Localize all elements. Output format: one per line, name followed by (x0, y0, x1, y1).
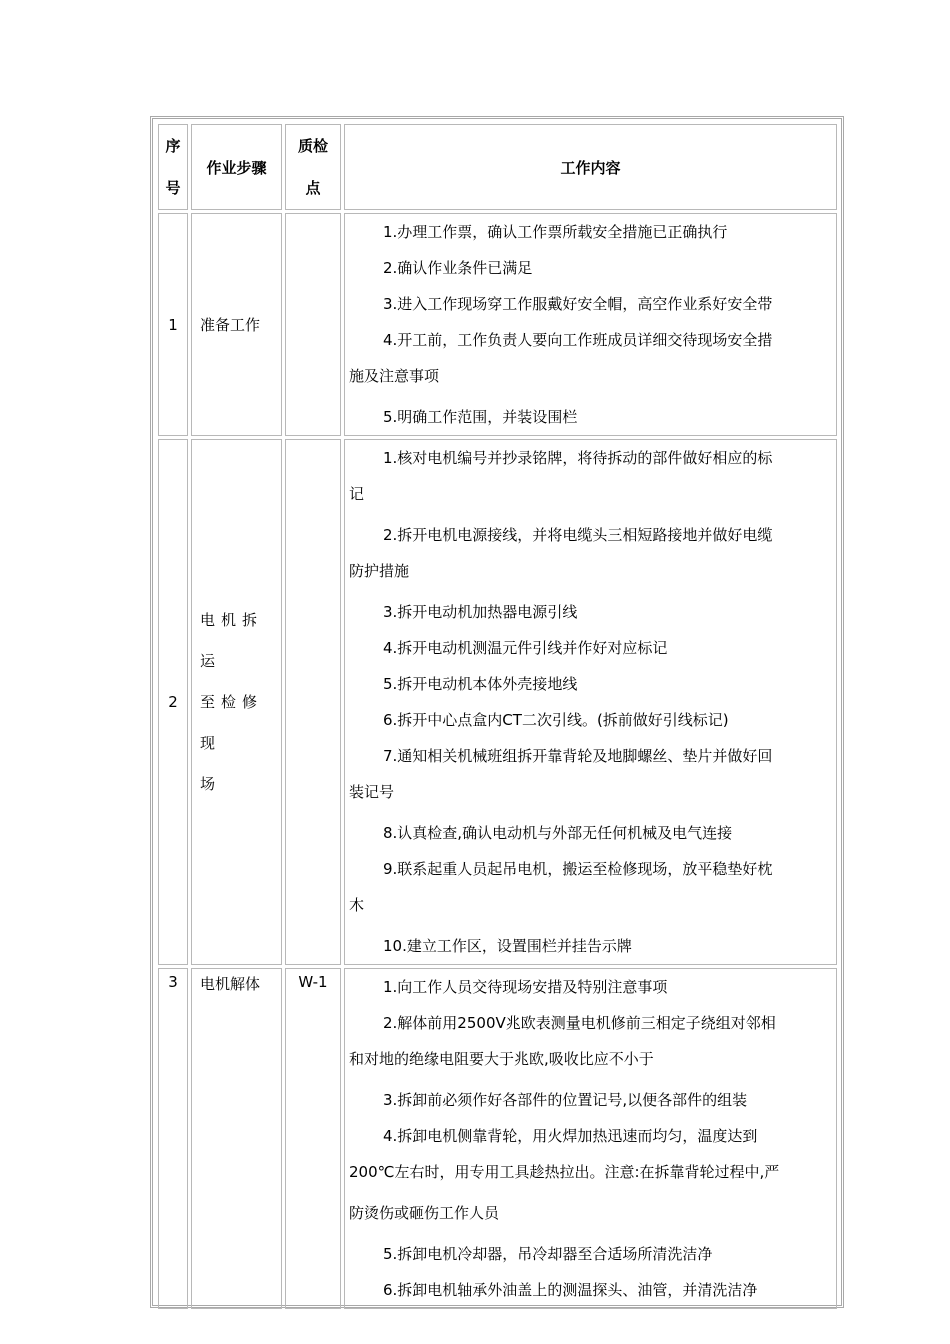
row-qc: W-1 (285, 968, 341, 1309)
row-qc (285, 213, 341, 436)
row-seq: 3 (158, 968, 188, 1309)
header-row (158, 124, 837, 210)
content-line: 4.开工前，工作负责人要向工作班成员详细交待现场安全措 (383, 331, 773, 349)
content-line: 装记号 (349, 783, 395, 801)
content-line: 2.解体前用2500V兆欧表测量电机修前三相定子绕组对邻相 (383, 1014, 776, 1032)
content-line: 4.拆开电动机测温元件引线并作好对应标记 (383, 639, 668, 657)
row-content (344, 968, 837, 1309)
content-line: 2.拆开电机电源接线，并将电缆头三相短路接地并做好电缆 (383, 526, 773, 544)
header-step: 作业步骤 (191, 124, 282, 210)
content-line: 3.拆卸前必须作好各部件的位置记号,以便各部件的组装 (383, 1091, 748, 1109)
content-line: 200℃左右时，用专用工具趁热拉出。注意:在拆靠背轮过程中,严 (349, 1163, 780, 1181)
header-seq: 序 号 (158, 124, 188, 210)
row-qc (285, 439, 341, 965)
header-qc: 质检 点 (285, 124, 341, 210)
content-line: 3.进入工作现场穿工作服戴好安全帽，高空作业系好安全带 (383, 295, 773, 313)
table-row (158, 439, 837, 965)
work-procedure-table (155, 121, 840, 1312)
content-line: 记 (349, 485, 365, 503)
content-line: 5.拆开电动机本体外壳接地线 (383, 675, 578, 693)
row-step: 电机解体 (191, 968, 282, 1309)
content-line: 木 (349, 896, 365, 914)
content-line: 和对地的绝缘电阻要大于兆欧,吸收比应不小于 (349, 1050, 654, 1068)
content-line: 9.联系起重人员起吊电机，搬运至检修现场，放平稳垫好枕 (383, 860, 773, 878)
table-row (158, 968, 837, 1309)
content-line: 6.拆卸电机轴承外油盖上的测温探头、油管，并清洗洁净 (383, 1281, 758, 1299)
row-step: 准备工作 (191, 213, 282, 436)
content-line: 3.拆开电动机加热器电源引线 (383, 603, 578, 621)
content-line: 5.明确工作范围，并装设围栏 (383, 408, 578, 426)
content-line: 7.通知相关机械班组拆开靠背轮及地脚螺丝、垫片并做好回 (383, 747, 773, 765)
row-seq: 2 (158, 439, 188, 965)
content-line: 1.核对电机编号并抄录铭牌，将待拆动的部件做好相应的标 (383, 449, 773, 467)
content-line: 2.确认作业条件已满足 (383, 259, 533, 277)
content-line: 施及注意事项 (349, 367, 440, 385)
content-line: 防护措施 (349, 562, 410, 580)
row-seq: 1 (158, 213, 188, 436)
content-line: 6.拆开中心点盒内CT二次引线。(拆前做好引线标记) (383, 711, 729, 729)
content-line: 4.拆卸电机侧靠背轮，用火焊加热迅速而均匀，温度达到 (383, 1127, 758, 1145)
content-line: 10.建立工作区，设置围栏并挂告示牌 (383, 937, 632, 955)
row-content (344, 439, 837, 965)
row-step: 电机拆运 至检修现 场 (191, 439, 282, 965)
content-line: 1.办理工作票，确认工作票所载安全措施已正确执行 (383, 223, 728, 241)
content-line: 8.认真检查,确认电动机与外部无任何机械及电气连接 (383, 824, 733, 842)
header-content: 工作内容 (344, 124, 837, 210)
content-line: 5.拆卸电机冷却器，吊冷却器至合适场所清洗洁净 (383, 1245, 713, 1263)
row-content (344, 213, 837, 436)
table-row (158, 213, 837, 436)
content-line: 1.向工作人员交待现场安措及特别注意事项 (383, 978, 668, 996)
content-line: 防烫伤或砸伤工作人员 (349, 1204, 500, 1222)
